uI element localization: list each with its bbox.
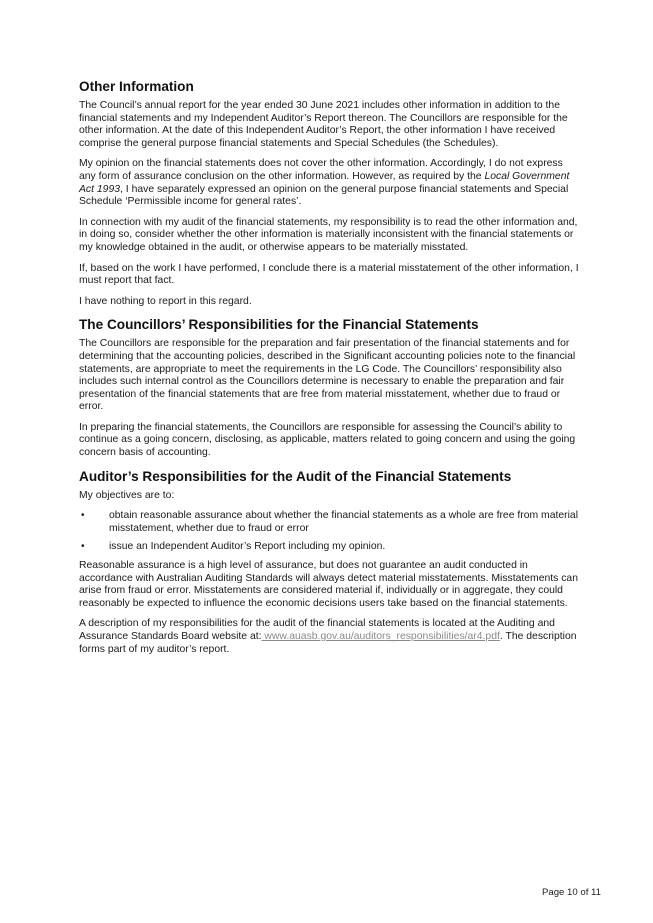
paragraph-auditor-2: Reasonable assurance is a high level of assurance, but does not guarantee an audit conducted in accordance with Australian Auditing Standards will always detect material misstatements. Misstatements can arise from fraud or error. Misstatements are considered material if, individually or in aggregate, they could reasonably be expected to influence the economic decisions users take based on the financial statements.: [79, 560, 578, 609]
auasb-link[interactable]: www.auasb.gov.au/auditors_responsibilities/ar4.pdf: [261, 631, 500, 642]
text-segment: A description of my responsibilities for the audit of the financial statements is located at the Auditing and Assurance Standards Board website at:: [79, 618, 555, 642]
paragraph-other-info-4: If, based on the work I have performed, I conclude there is a material misstatement of the other information, I must report that fact.: [79, 262, 579, 287]
bullet-icon: •: [81, 510, 85, 522]
paragraph-other-info-5: I have nothing to report in this regard.: [79, 295, 252, 307]
list-item-text: issue an Independent Auditor’s Report including my opinion.: [109, 541, 386, 553]
paragraph-auditor-intro: My objectives are to:: [79, 489, 175, 501]
heading-other-information: Other Information: [79, 79, 194, 94]
paragraph-other-info-1: The Council’s annual report for the year ended 30 June 2021 includes other information in addition to the financial statements and my Independent Auditor’s Report thereon. The Councillors are responsible for the other information. At the date of this Independent Auditor’s Report, the other information I have received comprise the general purpose financial statements and Special Schedules (the Schedules).: [79, 100, 568, 149]
act-title: Local Government Act 1993: [79, 170, 570, 195]
paragraph-councillors-1: The Councillors are responsible for the preparation and fair presentation of the financial statements and for determining that the accounting policies, described in the Significant accounting policies note to the financial statements, are appropriate to meet the requirements in the LG Code. The Councillors’ responsibility also includes such internal control as the Councillors determine is necessary to enable the preparation and fair presentation of the financial statements that are free from material misstatement, whether due to fraud or error.: [79, 338, 576, 413]
text-segment: . The description forms part of my auditor’s report.: [79, 631, 577, 655]
bullet-icon: •: [81, 541, 85, 553]
list-item: [79, 510, 579, 535]
page-content: [79, 78, 579, 664]
paragraph-other-info-3: In connection with my audit of the financial statements, my responsibility is to read the other information and, in doing so, consider whether the other information is materially inconsistent with the financial statements or my knowledge obtained in the audit, or otherwise appears to be materially misstated.: [79, 216, 578, 253]
objectives-list: [79, 510, 579, 554]
text-segment: , I have separately expressed an opinion on the general purpose financial statements and Special Schedule ‘Permissible income for general rates’.: [79, 183, 569, 208]
paragraph-other-info-2: [79, 158, 579, 208]
heading-councillors-responsibilities: The Councillors’ Responsibilities for the Financial Statements: [79, 317, 479, 333]
list-item: [79, 541, 579, 554]
list-item-text: obtain reasonable assurance about whether the financial statements as a whole are free from material misstatement, whether due to fraud or error: [109, 510, 578, 534]
paragraph-councillors-2: In preparing the financial statements, the Councillors are responsible for assessing the Council’s ability to continue as a going concern, disclosing, as applicable, matters related to going concern and using the going concern basis of accounting.: [79, 421, 576, 459]
text-segment: My opinion on the financial statements does not cover the other information. Accordingly, I do not express any form of assurance conclusion on the other information. However, as required by the: [79, 158, 563, 182]
paragraph-auditor-3: [79, 618, 579, 656]
heading-auditor-responsibilities: Auditor’s Responsibilities for the Audit of the Financial Statements: [79, 468, 512, 484]
page-number: Page 10 of 11: [541, 887, 601, 898]
